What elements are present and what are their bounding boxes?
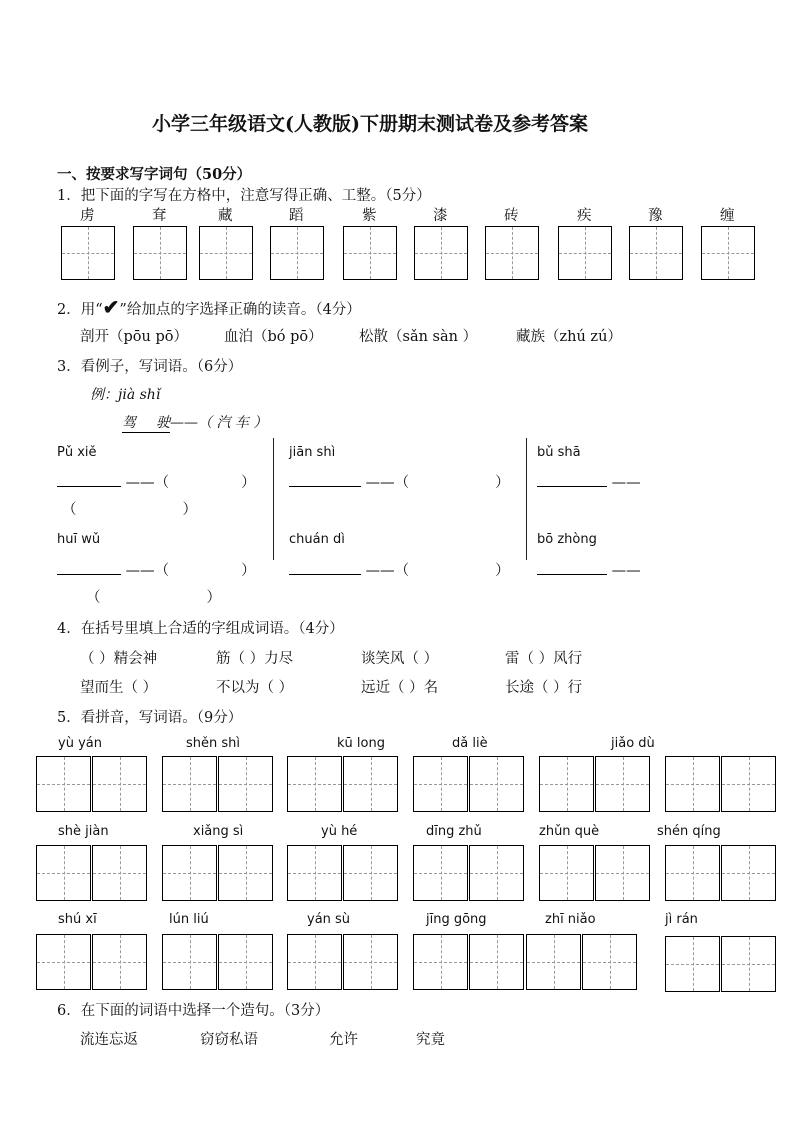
- writing-grid-cell[interactable]: [343, 934, 398, 990]
- writing-grid-cell[interactable]: [343, 226, 397, 280]
- q5-word-grid: [539, 756, 650, 812]
- q4-item: 长途（ ）行: [505, 680, 583, 696]
- q2-prompt: [57, 295, 361, 319]
- example-pinyin: [90, 384, 160, 404]
- example-word: 驶: [156, 412, 170, 433]
- dash: ——（: [365, 563, 410, 579]
- q5-pinyin: lún liú: [169, 912, 209, 927]
- example-answer: ——（ 汽 车 ）: [170, 415, 268, 431]
- q5-prompt: 5．看拼音，写词语。（9分）: [57, 710, 243, 726]
- q4-item: 望而生（ ）: [80, 680, 158, 696]
- writing-grid-cell[interactable]: [36, 756, 91, 812]
- q6-word: 允许: [329, 1032, 358, 1048]
- example-label: 例：: [90, 387, 118, 403]
- q3-pinyin: jiān shì: [289, 445, 336, 460]
- q5-word-grid: [665, 845, 776, 901]
- writing-grid-cell[interactable]: [287, 845, 342, 901]
- dash: ——: [611, 563, 641, 579]
- answer-blank[interactable]: [537, 558, 607, 575]
- writing-grid-cell[interactable]: [629, 226, 683, 280]
- q5-word-grid: [162, 756, 273, 812]
- dash: ——（: [125, 563, 170, 579]
- answer-blank[interactable]: [57, 558, 121, 575]
- writing-grid-cell[interactable]: [133, 226, 187, 280]
- q5-word-grid: [665, 756, 776, 812]
- q5-word-grid: [413, 934, 524, 990]
- example-word: 驾: [122, 412, 156, 433]
- writing-grid-cell[interactable]: [721, 845, 776, 901]
- dash: ——（: [365, 475, 410, 491]
- q5-pinyin: yù yán: [58, 736, 102, 751]
- writing-grid-cell[interactable]: [595, 756, 650, 812]
- writing-grid-cell[interactable]: [218, 934, 273, 990]
- q1-prompt: 1．把下面的字写在方格中，注意写得正确、工整。（5分）: [57, 188, 431, 204]
- q5-word-grid: [287, 845, 398, 901]
- writing-grid-cell[interactable]: [162, 845, 217, 901]
- q1-char: 豫: [648, 208, 663, 224]
- q5-pinyin: zhǔn què: [539, 824, 600, 839]
- q1-char: 蹈: [289, 208, 304, 224]
- paren-close: ）: [241, 563, 256, 579]
- writing-grid-cell[interactable]: [92, 934, 147, 990]
- q6-word: 究竟: [416, 1032, 445, 1048]
- q5-word-grid: [539, 845, 650, 901]
- writing-grid-cell[interactable]: [582, 934, 637, 990]
- writing-grid-cell[interactable]: [469, 934, 524, 990]
- answer-blank[interactable]: [537, 470, 607, 487]
- writing-grid-cell[interactable]: [92, 756, 147, 812]
- section-heading: 一、按要求写字词句（50分）: [57, 166, 252, 183]
- dash: ——（: [125, 475, 170, 491]
- writing-grid-cell[interactable]: [701, 226, 755, 280]
- q5-word-grid: [36, 756, 147, 812]
- q4-item: 不以为（ ）: [216, 680, 294, 696]
- writing-grid-cell[interactable]: [721, 936, 776, 992]
- writing-grid-cell[interactable]: [343, 756, 398, 812]
- q5-word-grid: [162, 845, 273, 901]
- q5-pinyin: kū long: [337, 736, 385, 751]
- check-mark-icon: ✔: [102, 295, 120, 319]
- q3-prompt: 3．看例子，写词语。（6分）: [57, 359, 243, 375]
- q3-pinyin: bǔ shā: [537, 445, 581, 460]
- q4-item: 筋（ ）力尽: [216, 651, 294, 667]
- writing-grid-cell[interactable]: [665, 756, 720, 812]
- q3-wrap-paren: [86, 586, 221, 607]
- answer-blank[interactable]: [289, 558, 361, 575]
- q1-char: 缠: [720, 208, 735, 224]
- paren-close: ）: [182, 502, 197, 518]
- q5-word-grid: [36, 934, 147, 990]
- example-pinyin-text: jià shǐ: [118, 387, 161, 403]
- writing-grid-cell[interactable]: [61, 226, 115, 280]
- writing-grid-cell[interactable]: [558, 226, 612, 280]
- q4-item: 雷（ ）风行: [505, 651, 583, 667]
- q5-pinyin: jiǎo dù: [611, 736, 655, 751]
- q6-word: 窃窃私语: [200, 1032, 258, 1048]
- q3-wrap-paren: [62, 498, 197, 519]
- q5-word-grid: [526, 934, 637, 990]
- q5-pinyin: zhī niǎo: [545, 912, 596, 927]
- q3-pinyin: chuán dì: [289, 532, 345, 547]
- writing-grid-cell[interactable]: [665, 936, 720, 992]
- q3-answer-line: [289, 558, 510, 580]
- writing-grid-cell[interactable]: [287, 934, 342, 990]
- q3-answer-line: [57, 558, 256, 580]
- writing-grid-cell[interactable]: [539, 845, 594, 901]
- q5-pinyin: xiǎng sì: [193, 824, 244, 839]
- q4-prompt: 4．在括号里填上合适的字组成词语。（4分）: [57, 621, 344, 637]
- writing-grid-cell[interactable]: [162, 756, 217, 812]
- q3-answer-line: [537, 558, 641, 579]
- writing-grid-cell[interactable]: [413, 756, 468, 812]
- q1-char: 疾: [577, 208, 592, 224]
- writing-grid-cell[interactable]: [36, 934, 91, 990]
- column-divider: [273, 438, 274, 560]
- paren-close: ）: [206, 590, 221, 606]
- paren-close: ）: [495, 475, 510, 491]
- writing-grid-cell[interactable]: [270, 226, 324, 280]
- q5-pinyin: shè jiàn: [58, 824, 109, 839]
- writing-grid-cell[interactable]: [92, 845, 147, 901]
- q5-pinyin: dǎ liè: [452, 736, 488, 751]
- q5-word-grid: [36, 845, 147, 901]
- writing-grid-cell[interactable]: [414, 226, 468, 280]
- q5-pinyin: shú xī: [58, 912, 97, 927]
- q6-word: 流连忘返: [80, 1032, 138, 1048]
- writing-grid-cell[interactable]: [539, 756, 594, 812]
- q5-pinyin: dīng zhǔ: [426, 824, 482, 839]
- paren-close: ）: [495, 563, 510, 579]
- q6-prompt: 6．在下面的词语中选择一个造句。（3分）: [57, 1003, 330, 1019]
- paren-open: （: [62, 502, 77, 518]
- q2-item: 血泊（bó pō）: [224, 329, 323, 345]
- page-title: 小学三年级语文(人教版)下册期末测试卷及参考答案: [152, 113, 588, 135]
- q4-item: 谈笑风（ ）: [361, 651, 439, 667]
- q5-pinyin: yù hé: [321, 824, 358, 839]
- writing-grid-cell[interactable]: [343, 845, 398, 901]
- q1-char: 砖: [504, 208, 519, 224]
- writing-grid-cell[interactable]: [36, 845, 91, 901]
- q5-pinyin: shén qíng: [657, 824, 721, 839]
- q1-char: 紫: [362, 208, 377, 224]
- writing-grid-cell[interactable]: [199, 226, 253, 280]
- q5-word-grid: [287, 756, 398, 812]
- writing-grid-cell[interactable]: [218, 845, 273, 901]
- q5-pinyin: shěn shì: [186, 736, 241, 751]
- writing-grid-cell[interactable]: [485, 226, 539, 280]
- q1-char: 虏: [80, 208, 95, 224]
- q5-word-grid: [413, 845, 524, 901]
- q3-answer-line: [537, 470, 641, 491]
- paren-open: （: [86, 590, 101, 606]
- paren-close: ）: [241, 475, 256, 491]
- q2-item: 剖开（pōu pō）: [80, 329, 188, 345]
- writing-grid-cell[interactable]: [595, 845, 650, 901]
- answer-blank[interactable]: [57, 470, 121, 487]
- q5-word-grid: [665, 936, 776, 992]
- dash: ——: [611, 475, 641, 491]
- writing-grid-cell[interactable]: [287, 756, 342, 812]
- q1-char: 藏: [218, 208, 233, 224]
- writing-grid-cell[interactable]: [469, 845, 524, 901]
- q4-item: 远近（ ）名: [361, 680, 439, 696]
- writing-grid-cell[interactable]: [413, 845, 468, 901]
- q3-answer-line: [289, 470, 510, 492]
- writing-grid-cell[interactable]: [526, 934, 581, 990]
- writing-grid-cell[interactable]: [218, 756, 273, 812]
- writing-grid-cell[interactable]: [665, 845, 720, 901]
- q5-word-grid: [413, 756, 524, 812]
- q3-pinyin: huī wǔ: [57, 532, 101, 547]
- q3-answer-line: [57, 470, 256, 492]
- q2-item: 松散（sǎn sàn ）: [359, 329, 478, 345]
- q3-pinyin: bō zhòng: [537, 532, 597, 547]
- q5-pinyin: yán sù: [307, 912, 351, 927]
- q5-pinyin: jīng gōng: [426, 912, 487, 927]
- writing-grid-cell[interactable]: [413, 934, 468, 990]
- q5-word-grid: [287, 934, 398, 990]
- q4-item: （ ）精会神: [80, 651, 158, 667]
- q2-prompt-start: 2．用“: [57, 302, 103, 318]
- writing-grid-cell[interactable]: [469, 756, 524, 812]
- q1-char: 耷: [152, 208, 167, 224]
- writing-grid-cell[interactable]: [162, 934, 217, 990]
- q2-prompt-end: ”给加点的字选择正确的读音。（4分）: [119, 302, 361, 318]
- writing-grid-cell[interactable]: [721, 756, 776, 812]
- answer-blank[interactable]: [289, 470, 361, 487]
- q1-char: 漆: [433, 208, 448, 224]
- q5-pinyin: jì rán: [665, 912, 698, 927]
- q2-item: 藏族（zhú zú）: [516, 329, 622, 345]
- q3-pinyin: Pǔ xiě: [57, 445, 97, 460]
- example-line: [122, 412, 267, 433]
- column-divider: [526, 438, 527, 560]
- q5-word-grid: [162, 934, 273, 990]
